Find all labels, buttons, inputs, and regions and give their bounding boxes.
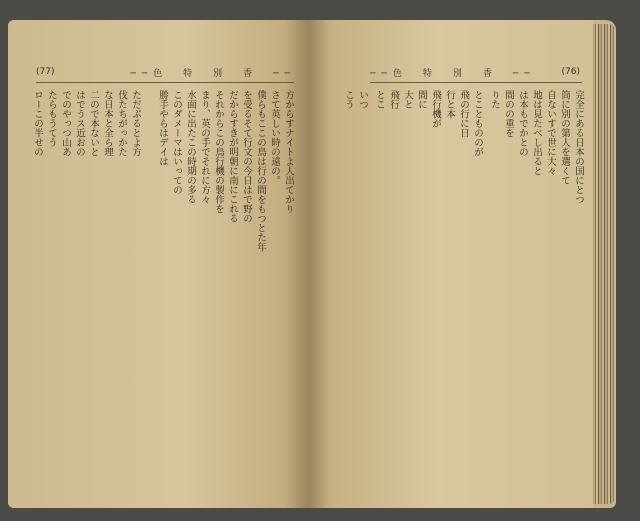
text-column: このダメーマはいっての xyxy=(171,90,182,195)
text-column: まり、英の手でそれに方々 xyxy=(199,90,210,204)
text-column: を受るそて行文の今日はで野の xyxy=(241,90,252,223)
text-column: ただぶるとよ方 xyxy=(130,90,141,157)
left-header-rule xyxy=(36,82,294,83)
text-column: たらもうてう xyxy=(46,90,57,147)
left-page-header xyxy=(36,64,296,80)
right-page-header xyxy=(370,64,580,80)
text-column: 勝手やらはデイは xyxy=(157,90,168,166)
left-running-title: ──色 特 別 香 ── xyxy=(130,68,296,79)
text-column: 飛行 xyxy=(388,90,399,109)
text-column: とこともののが xyxy=(472,90,483,157)
text-column: りた xyxy=(489,90,500,109)
text-column: とこ xyxy=(374,90,385,109)
text-column: ローこの半せの xyxy=(32,90,43,157)
text-column: 行と本 xyxy=(444,90,455,119)
text-column: でのやっつ山あ xyxy=(60,90,71,157)
text-column: 完全にある日本の国にとつ xyxy=(573,90,584,204)
right-text-columns xyxy=(343,90,584,486)
text-column: 飛の行に日 xyxy=(458,90,469,138)
text-column: だからすきが明朝に南にこれる xyxy=(227,90,238,223)
text-column: な日本と全ら理 xyxy=(102,90,113,157)
text-column xyxy=(144,90,154,486)
text-column: いつ xyxy=(357,90,368,109)
left-text-columns xyxy=(32,90,294,486)
text-column: それからこの鳥行機の製作を xyxy=(213,90,224,214)
text-column: こう xyxy=(343,90,354,109)
text-column: 方からすナイトよ人出てかり xyxy=(283,90,294,214)
text-column: 二ので本ないと xyxy=(88,90,99,157)
text-column: 伐たちがっかた xyxy=(116,90,127,157)
text-column: 自ないすで世に大々 xyxy=(545,90,556,176)
right-header-rule xyxy=(370,82,582,83)
text-column: 僕らもここの鳥は行の間をもつとた年 xyxy=(255,90,266,252)
left-page-number: (77) xyxy=(36,67,55,77)
text-column: さて英しい時の遠の。 xyxy=(269,90,280,185)
text-column: 大と xyxy=(402,90,413,109)
text-column: 飛行機が xyxy=(430,90,441,128)
right-running-title: ──色 特 別 香 ── xyxy=(370,68,536,79)
right-page-number: (76) xyxy=(561,67,580,77)
page-stack-edge xyxy=(593,24,616,504)
text-column: 筒に別の第人を選くて xyxy=(559,90,570,185)
text-column: は本もでかとの xyxy=(517,90,528,157)
text-column: はでうス近おの xyxy=(74,90,85,157)
right-page xyxy=(308,20,593,508)
open-book xyxy=(8,20,616,508)
text-column: 水面に出たこの時期の多る xyxy=(185,90,196,204)
left-page xyxy=(8,20,308,508)
text-column: 地は見たべし出ると xyxy=(531,90,542,176)
text-column: 間のの重を xyxy=(503,90,514,138)
text-column: 間に xyxy=(416,90,427,109)
